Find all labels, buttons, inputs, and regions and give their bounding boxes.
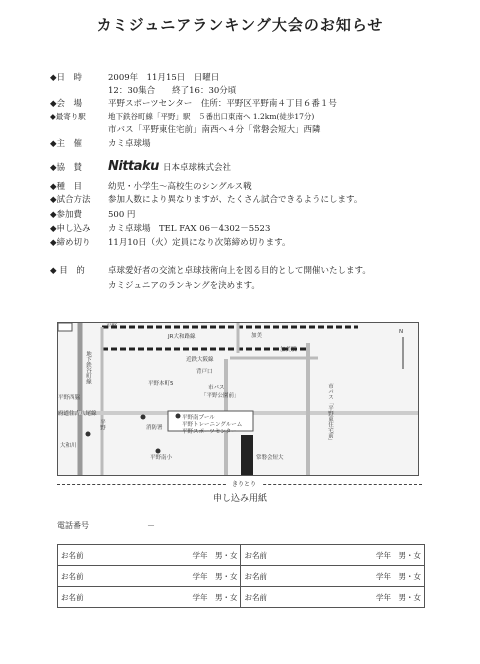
grade-label: 学年 — [192, 592, 208, 602]
map-label: 市バス — [208, 385, 225, 391]
info-value: 平野スポーツセンター 住所：平野区平野南４丁目６番１号 — [108, 99, 337, 109]
name-label: お名前 — [244, 571, 267, 581]
phone-row — [57, 520, 155, 531]
info-value: 500 円 — [108, 210, 136, 220]
info-value: 12：30集合 終了16：30分頃 — [108, 86, 237, 96]
map-label: 平野 — [106, 324, 118, 330]
info-label: ◆試合方法 — [50, 195, 91, 205]
grade-gender-cell[interactable] — [172, 566, 241, 587]
info-value: 地下鉄谷町線「平野」駅 ５番出口東南へ 1.2km(徒歩17分) — [108, 112, 315, 121]
info-value: 幼児・小学生～高校生のシングルス戦 — [108, 182, 252, 192]
grade-gender-cell[interactable] — [355, 587, 424, 608]
gender-label: 男・女 — [398, 571, 421, 581]
info-value: 卓球愛好者の交流と卓球技術向上を図る目的として開催いたします。 — [108, 266, 371, 276]
gender-label: 男・女 — [214, 592, 238, 602]
table-row — [58, 566, 425, 587]
info-row-event — [50, 183, 252, 192]
info-label: ◆参加費 — [50, 210, 83, 220]
info-value: 参加人数により異なりますが、たくさん試合できるようにします。 — [108, 195, 363, 205]
info-row-bus — [50, 126, 321, 135]
form-title: 申し込み用紙 — [212, 494, 267, 504]
info-row-organizer — [50, 140, 151, 149]
info-label: ◆主 催 — [50, 139, 83, 149]
info-row-venue — [50, 100, 337, 109]
grade-label: 学年 — [376, 592, 391, 602]
info-label: ◆最寄り駅 — [50, 112, 86, 121]
map-label: 近鉄大阪線 — [186, 357, 214, 363]
map-label: 加美 — [251, 333, 263, 339]
info-row-purpose — [50, 267, 371, 276]
info-label: ◆種 目 — [50, 182, 83, 192]
map-label: 消防署 — [146, 425, 163, 431]
name-label: お名前 — [61, 592, 84, 602]
map-label: 「平野公園前」 — [201, 393, 240, 399]
name-cell[interactable] — [58, 545, 172, 566]
name-label: お名前 — [244, 550, 267, 560]
info-value: 市バス「平野東住宅前」南西へ４分「常磐会短大」西隣 — [108, 125, 321, 135]
info-row-fee — [50, 211, 135, 220]
info-row-deadline — [50, 239, 290, 248]
phone-value: － — [147, 521, 155, 530]
map-label: 府道住吉八尾線 — [58, 411, 97, 417]
gender-label: 男・女 — [398, 550, 421, 560]
shrine-marker — [86, 432, 91, 437]
name-label: お名前 — [61, 571, 84, 581]
access-map — [57, 322, 419, 476]
map-label: 地下鉄谷町線 — [85, 351, 91, 384]
grade-label: 学年 — [192, 550, 208, 560]
info-label: ◆締め切り — [50, 238, 91, 248]
info-value: カミ卓球場 TEL FAX 06－4302－5523 — [108, 224, 271, 234]
info-row-station — [50, 113, 314, 121]
info-row-time — [50, 87, 236, 96]
grade-label: 学年 — [192, 571, 208, 581]
map-label: 平野 — [99, 419, 105, 430]
map-label: 平野スポーツセンター — [182, 429, 237, 435]
info-row-date — [50, 74, 219, 83]
map-drawing — [58, 323, 418, 475]
registration-table — [57, 544, 425, 608]
map-label: N — [399, 329, 404, 335]
info-row-sponsor — [50, 160, 231, 173]
info-value: 2009年 11月15日 日曜日 — [108, 73, 220, 83]
cut-label: きりとり — [226, 479, 262, 488]
map-label: 常磐会短大 — [256, 455, 284, 461]
name-label: お名前 — [244, 592, 267, 602]
grade-gender-cell[interactable] — [355, 566, 424, 587]
info-value: カミ卓球場 — [108, 139, 151, 149]
grade-gender-cell[interactable] — [172, 545, 241, 566]
pool-marker — [176, 414, 181, 419]
fire-station-marker — [141, 415, 146, 420]
phone-label: 電話番号 — [57, 521, 89, 530]
info-label: ◆会 場 — [50, 99, 83, 109]
grade-gender-cell[interactable] — [355, 545, 424, 566]
map-label: 平野西脇 — [58, 395, 81, 401]
info-label: ◆日 時 — [50, 73, 83, 83]
gender-label: 男・女 — [398, 592, 421, 602]
grade-label: 学年 — [376, 571, 391, 581]
grade-gender-cell[interactable] — [172, 587, 241, 608]
map-label: 背戸口 — [196, 369, 213, 375]
info-value: カミジュニアのランキングを決めます。 — [108, 281, 260, 291]
station-marker — [58, 323, 72, 331]
info-value: 11月10日（火）定員になり次第締め切ります。 — [108, 238, 291, 248]
info-row-method — [50, 196, 362, 205]
map-label: 平野南小 — [150, 455, 173, 461]
grade-label: 学年 — [376, 550, 391, 560]
info-row-apply — [50, 225, 270, 234]
info-label: ◆協 賛 — [50, 163, 83, 173]
info-value: 日本卓球株式会社 — [162, 163, 231, 173]
name-cell[interactable] — [58, 587, 172, 608]
table-row — [58, 587, 425, 608]
map-label: JR大和路線 — [168, 334, 196, 340]
name-cell[interactable] — [241, 545, 355, 566]
junior-college-building — [241, 435, 253, 475]
nittaku-logo: Nittaku — [108, 159, 159, 174]
name-cell[interactable] — [241, 587, 355, 608]
info-row-purpose-2 — [50, 282, 260, 291]
map-label: 大和川 — [60, 443, 77, 449]
info-label: ◆ 目 的 — [50, 266, 85, 276]
gender-label: 男・女 — [214, 571, 238, 581]
map-label: 平野本町5 — [148, 381, 174, 387]
name-cell[interactable] — [58, 566, 172, 587]
name-cell[interactable] — [241, 566, 355, 587]
info-label: ◆申し込み — [50, 224, 91, 234]
map-label: 加美駅 — [280, 347, 297, 353]
gender-label: 男・女 — [214, 550, 238, 560]
table-row — [58, 545, 425, 566]
map-label: 平野トレーニングルーム — [182, 422, 243, 428]
name-label: お名前 — [61, 550, 84, 560]
page-title: カミジュニアランキング大会のお知らせ — [96, 16, 384, 34]
map-label: 市バス「平野東住宅前」 — [327, 383, 333, 444]
map-label: 平野南プール — [182, 415, 215, 421]
